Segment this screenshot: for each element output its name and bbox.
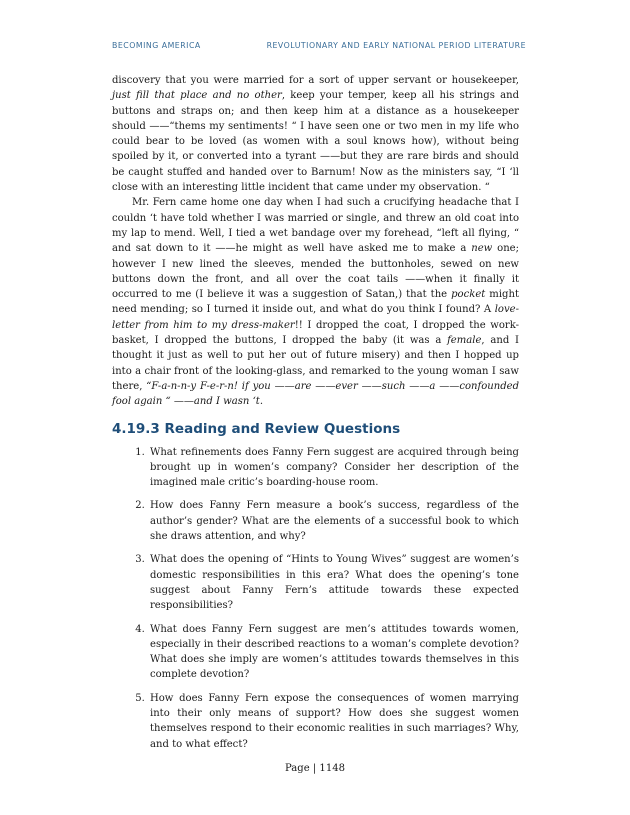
text-run: Mr. Fern came home one day when I had such a crucifying headache that I couldn ‘t have told whether I was married or single, and threw an old coat into my lap to mend. Well, I tied a wet bandage over my forehead, “left all flying, “ and sat down to it ——he might as well have asked me to make a — [112, 197, 519, 255]
italic-run: just fill that place and no other — [112, 90, 282, 102]
text-run: one; however I new lined the sleeves, mended the buttonholes, sewed on new buttons down the front, and all over the coat tails ——when it finally it occurred to me (I believe it was a suggestion of Satan,) that the — [112, 243, 519, 301]
header-section-title: REVOLUTIONARY AND EARLY NATIONAL PERIOD LITERATURE — [266, 41, 526, 50]
italic-run: pocket — [451, 289, 486, 301]
italic-run: love-letter from him to my dress-maker — [112, 304, 519, 331]
body-paragraph — [112, 195, 519, 409]
body-paragraph — [112, 73, 519, 195]
question-list — [112, 445, 519, 752]
page-number: Page | 1148 — [284, 763, 346, 774]
text-run: discovery that you were married for a sort of upper servant or housekeeper, — [112, 75, 519, 86]
question-item: 2. How does Fanny Fern measure a book’s success, regardless of the author’s gender? What are the elements of a successful book to which she draws attention, and why? — [148, 498, 519, 544]
question-item: 4. What does Fanny Fern suggest are men’s attitudes towards women, especially in their described reactions to a woman’s complete devotion? What does she imply are women’s attitudes towards themselves in this complete devotion? — [148, 622, 519, 683]
italic-run: female — [447, 335, 482, 347]
text-run: !! I dropped the coat, I dropped the work-basket, I dropped the buttons, I dropped the baby (it was a — [112, 319, 519, 347]
running-header — [112, 41, 526, 50]
question-item: 1. What refinements does Fanny Fern suggest are acquired through being brought up in women’s company? Consider her description of the imagined male critic’s boarding-house room. — [148, 445, 519, 491]
header-book-title: BECOMING AMERICA — [112, 41, 201, 50]
text-run: , and I thought it just as well to put her out of future misery) and then I hopped up into a chair front of the looking-glass, and remarked to the young woman I saw there, — [112, 335, 519, 392]
italic-run: new — [471, 243, 493, 255]
section-heading: 4.19.3 Reading and Review Questions — [112, 420, 401, 437]
body-text — [112, 73, 519, 410]
question-item: 5. How does Fanny Fern expose the consequences of women marrying into their only means of support? How does she suggest women themselves respond to their economic realities in such marriages? Why, and to what effect? — [148, 691, 519, 752]
text-run: might need mending; so I turned it inside out, and what do you think I found? A — [112, 289, 519, 316]
page-body — [112, 73, 519, 760]
question-item: 3. What does the opening of “Hints to Young Wives” suggest are women’s domestic responsibilities in this era? What does the opening’s tone suggest about Fanny Fern’s attitude towards these expected responsibilities? — [148, 552, 519, 613]
text-run: , keep your temper, keep all his strings and buttons and straps on; and then keep him at a distance as a housekeeper should ——“thems my sentiments! “ I have seen one or two men in my life who could bear to be loved (as women with a soul knows how), without being spoiled by it, or converted into a tyrant ——but they are rare birds and should be caught stuffed and handed over to Barnum! Now as the ministers say, “I ‘ll close with an interesting little incident that came under my observation. “ — [112, 90, 520, 194]
italic-run: “F-a-n-n-y F-e-r-n! if you ——are ——ever ——such ——a ——confounded fool again “ ——and I wasn ‘t. — [112, 380, 520, 408]
